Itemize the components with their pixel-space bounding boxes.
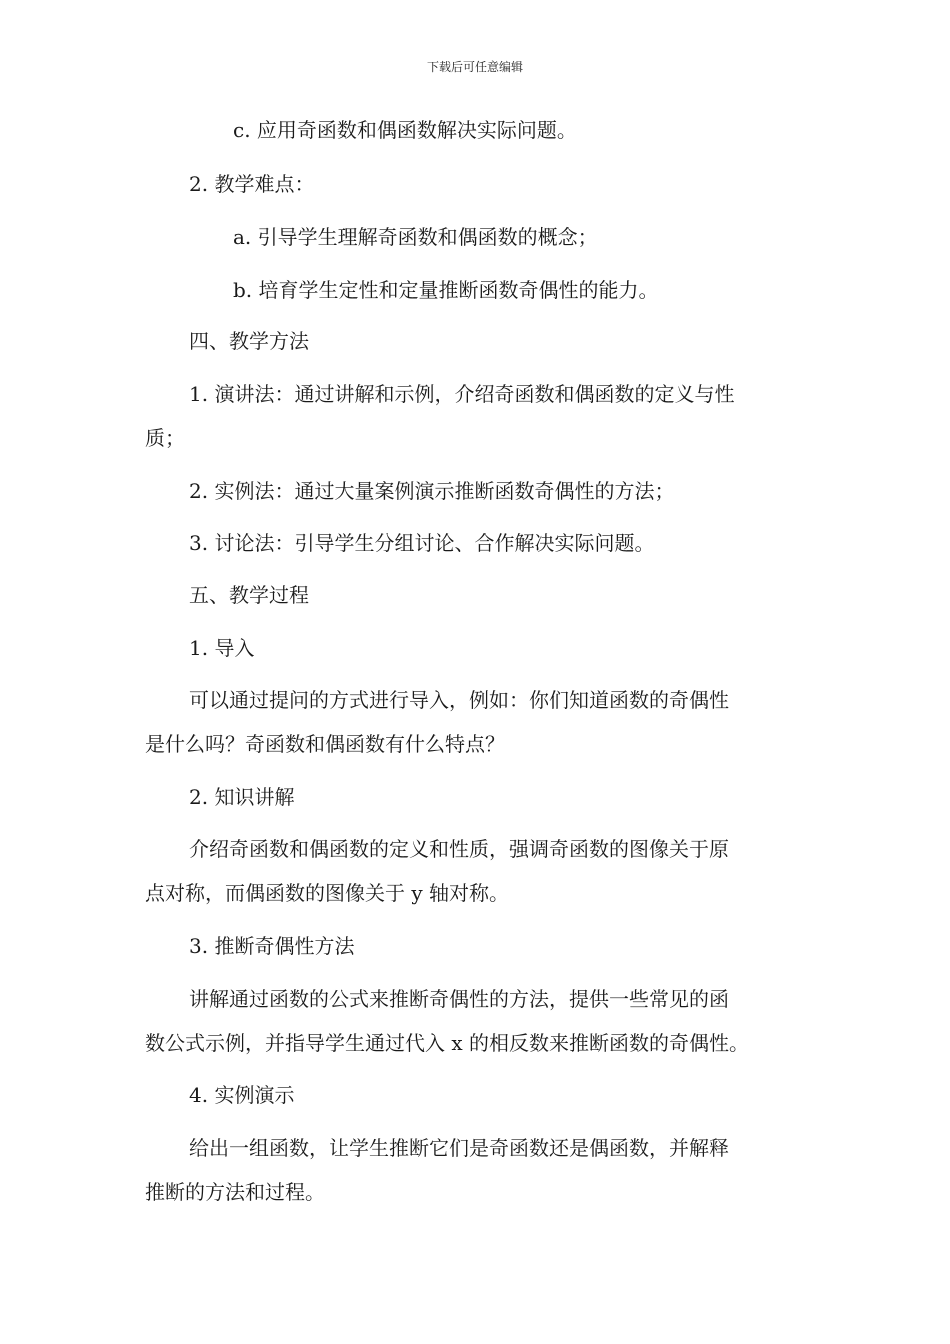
process-step-3-heading: 3. 推断奇偶性方法	[189, 934, 355, 958]
process-step-4-heading: 4. 实例演示	[189, 1083, 295, 1107]
process-step-3-text-cont: 数公式示例，并指导学生通过代入 x 的相反数来推断函数的奇偶性。	[145, 1031, 749, 1055]
process-step-4-text-cont: 推断的方法和过程。	[145, 1180, 325, 1204]
process-step-2-text-cont: 点对称，而偶函数的图像关于 y 轴对称。	[145, 881, 510, 905]
section-difficulty-heading: 2. 教学难点：	[189, 172, 315, 196]
process-step-1-text-cont: 是什么吗？奇函数和偶函数有什么特点？	[145, 732, 505, 756]
section-methods-heading: 四、教学方法	[189, 329, 309, 353]
process-step-2-text: 介绍奇函数和偶函数的定义和性质，强调奇函数的图像关于原	[189, 837, 729, 861]
process-step-2-heading: 2. 知识讲解	[189, 785, 295, 809]
teaching-goal-c: c. 应用奇函数和偶函数解决实际问题。	[233, 118, 577, 142]
difficulty-item-b: b. 培育学生定性和定量推断函数奇偶性的能力。	[233, 278, 659, 302]
process-step-1-heading: 1. 导入	[189, 636, 255, 660]
process-step-3-text: 讲解通过函数的公式来推断奇偶性的方法，提供一些常见的函	[189, 987, 729, 1011]
section-process-heading: 五、教学过程	[189, 583, 309, 607]
page-header: 下载后可任意编辑	[426, 60, 523, 74]
method-item-3: 3. 讨论法：引导学生分组讨论、合作解决实际问题。	[189, 531, 655, 555]
method-item-2: 2. 实例法：通过大量案例演示推断函数奇偶性的方法；	[189, 479, 675, 503]
process-step-4-text: 给出一组函数，让学生推断它们是奇函数还是偶函数，并解释	[189, 1136, 729, 1160]
process-step-1-text: 可以通过提问的方式进行导入，例如：你们知道函数的奇偶性	[189, 688, 729, 712]
difficulty-item-a: a. 引导学生理解奇函数和偶函数的概念；	[233, 225, 598, 249]
method-item-1: 1. 演讲法：通过讲解和示例，介绍奇函数和偶函数的定义与性	[189, 382, 735, 406]
method-item-1-cont: 质；	[145, 426, 185, 450]
